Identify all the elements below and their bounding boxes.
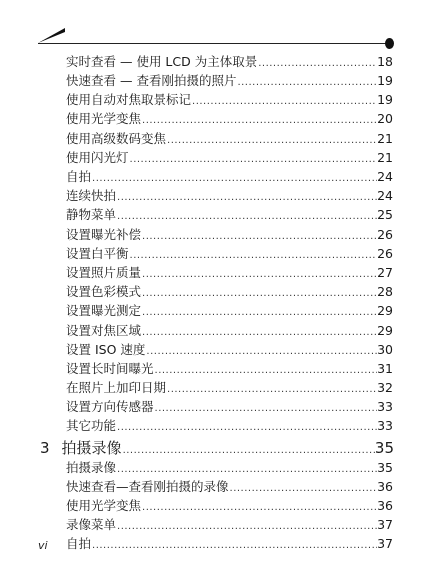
toc-leader [129, 248, 378, 264]
corner-wedge-icon [36, 26, 66, 44]
toc-entry-page: 19 [377, 73, 393, 88]
toc-leader [141, 325, 377, 341]
toc-entry-title: 自拍 [66, 169, 92, 184]
toc-entry[interactable] [66, 460, 393, 476]
toc-entry-title: 连续快拍 [66, 188, 117, 203]
toc-entry[interactable] [66, 284, 393, 300]
toc-entry-page: 20 [377, 111, 393, 126]
toc-leader [116, 462, 377, 478]
toc-leader [116, 190, 377, 206]
toc-entry[interactable] [66, 342, 393, 358]
chapter-title: 拍摄录像 [61, 439, 122, 457]
toc-entry-page: 26 [377, 227, 393, 242]
toc-leader [141, 500, 377, 516]
toc-leader [154, 401, 378, 417]
toc-entry[interactable] [66, 207, 393, 223]
toc-leader [191, 94, 377, 110]
toc-leader [154, 363, 378, 379]
toc-entry-title: 设置曝光测定 [66, 303, 142, 318]
toc-entry-page: 26 [377, 246, 393, 261]
toc-entry-title: 在照片上加印日期 [66, 380, 167, 395]
toc-entry[interactable] [66, 265, 393, 281]
toc-leader [141, 305, 377, 321]
toc-leader [141, 286, 377, 302]
toc-entry[interactable] [66, 361, 393, 377]
toc-entry-title: 实时查看 — 使用 LCD 为主体取景 [66, 54, 258, 69]
toc-entry-title: 快速查看—查看刚拍摄的录像 [66, 479, 229, 494]
toc-entry-page: 18 [377, 54, 393, 69]
toc-leader [116, 519, 377, 535]
toc-entry-title: 设置白平衡 [66, 246, 129, 261]
toc-entry-page: 37 [377, 517, 393, 532]
toc-entry[interactable] [66, 111, 393, 127]
toc-entry-title: 使用闪光灯 [66, 150, 129, 165]
toc-entry[interactable] [66, 517, 393, 533]
toc-entry[interactable] [66, 131, 393, 147]
toc-leader [129, 152, 378, 168]
toc-entry[interactable] [66, 399, 393, 415]
page-number-footer: vi [38, 539, 48, 552]
toc-leader [141, 113, 377, 129]
toc-entry-title: 快速查看 — 查看刚拍摄的照片 [66, 73, 237, 88]
toc-leader [116, 420, 377, 436]
toc-leader [141, 229, 377, 245]
chapter-number: 3 [40, 439, 50, 457]
toc-entry-title: 设置色彩模式 [66, 284, 142, 299]
toc-entry-page: 27 [377, 265, 393, 280]
toc-entry-title: 设置照片质量 [66, 265, 142, 280]
toc-leader [236, 75, 377, 91]
toc-entry-page: 33 [377, 399, 393, 414]
toc-leader [166, 382, 377, 398]
toc-entry-title: 静物菜单 [66, 207, 117, 222]
header-dot-icon [385, 38, 394, 49]
toc-leader [122, 441, 375, 461]
toc-entry-title: 设置长时间曝光 [66, 361, 154, 376]
toc-entry[interactable] [66, 498, 393, 514]
toc-leader [91, 171, 377, 187]
toc-entry-page: 33 [377, 418, 393, 433]
toc-entry-title: 使用自动对焦取景标记 [66, 92, 192, 107]
toc-entry-page: 21 [377, 150, 393, 165]
toc-entry[interactable] [66, 479, 393, 495]
toc-entry-title: 录像菜单 [66, 517, 117, 532]
toc-leader [145, 344, 377, 360]
toc-leader [229, 481, 378, 497]
toc-entry-title: 设置方向传感器 [66, 399, 154, 414]
toc-entry-title: 使用光学变焦 [66, 111, 142, 126]
header-rule [38, 43, 390, 44]
toc-entry-page: 30 [377, 342, 393, 357]
toc-entry[interactable] [66, 169, 393, 185]
toc-leader [166, 133, 377, 149]
toc-entry-page: 35 [377, 460, 393, 475]
toc-entry-title: 自拍 [66, 536, 92, 551]
toc-entry-page: 21 [377, 131, 393, 146]
toc-entry[interactable] [66, 536, 393, 552]
toc-entry-title: 设置曝光补偿 [66, 227, 142, 242]
toc-entry-page: 28 [377, 284, 393, 299]
toc-entry-title: 设置对焦区域 [66, 323, 142, 338]
toc-entry-page: 32 [377, 380, 393, 395]
toc-entry-title: 其它功能 [66, 418, 117, 433]
toc-entry-page: 36 [377, 479, 393, 494]
toc-entry[interactable] [66, 323, 393, 339]
toc-entry[interactable] [66, 54, 393, 70]
toc-entry-page: 24 [377, 169, 393, 184]
toc-entry-page: 29 [377, 303, 393, 318]
toc-entry-page: 36 [377, 498, 393, 513]
toc-entry[interactable] [66, 380, 393, 396]
chapter-page: 35 [374, 439, 394, 457]
toc-entry-page: 31 [377, 361, 393, 376]
toc-entry[interactable] [66, 188, 393, 204]
toc-entry[interactable] [66, 92, 393, 108]
toc-entry-title: 设置 ISO 速度 [66, 342, 146, 357]
toc-entry-title: 拍摄录像 [66, 460, 117, 475]
toc-entry[interactable] [66, 246, 393, 262]
toc-entry-page: 29 [377, 323, 393, 338]
toc-entry[interactable] [66, 303, 393, 319]
toc-entry-title: 使用光学变焦 [66, 498, 142, 513]
toc-entry-page: 24 [377, 188, 393, 203]
toc-entry-page: 37 [377, 536, 393, 551]
toc-leader [141, 267, 377, 283]
toc-entry-page: 25 [377, 207, 393, 222]
toc-entry-page: 19 [377, 92, 393, 107]
toc-leader [257, 56, 377, 72]
toc-entry[interactable] [66, 227, 393, 243]
toc-entry-title: 使用高级数码变焦 [66, 131, 167, 146]
toc-entry[interactable] [66, 73, 393, 89]
toc-chapter-heading[interactable] [40, 438, 394, 458]
toc-entry[interactable] [66, 418, 393, 434]
toc-leader [91, 538, 377, 554]
toc-entry[interactable] [66, 150, 393, 166]
toc-leader [116, 209, 377, 225]
